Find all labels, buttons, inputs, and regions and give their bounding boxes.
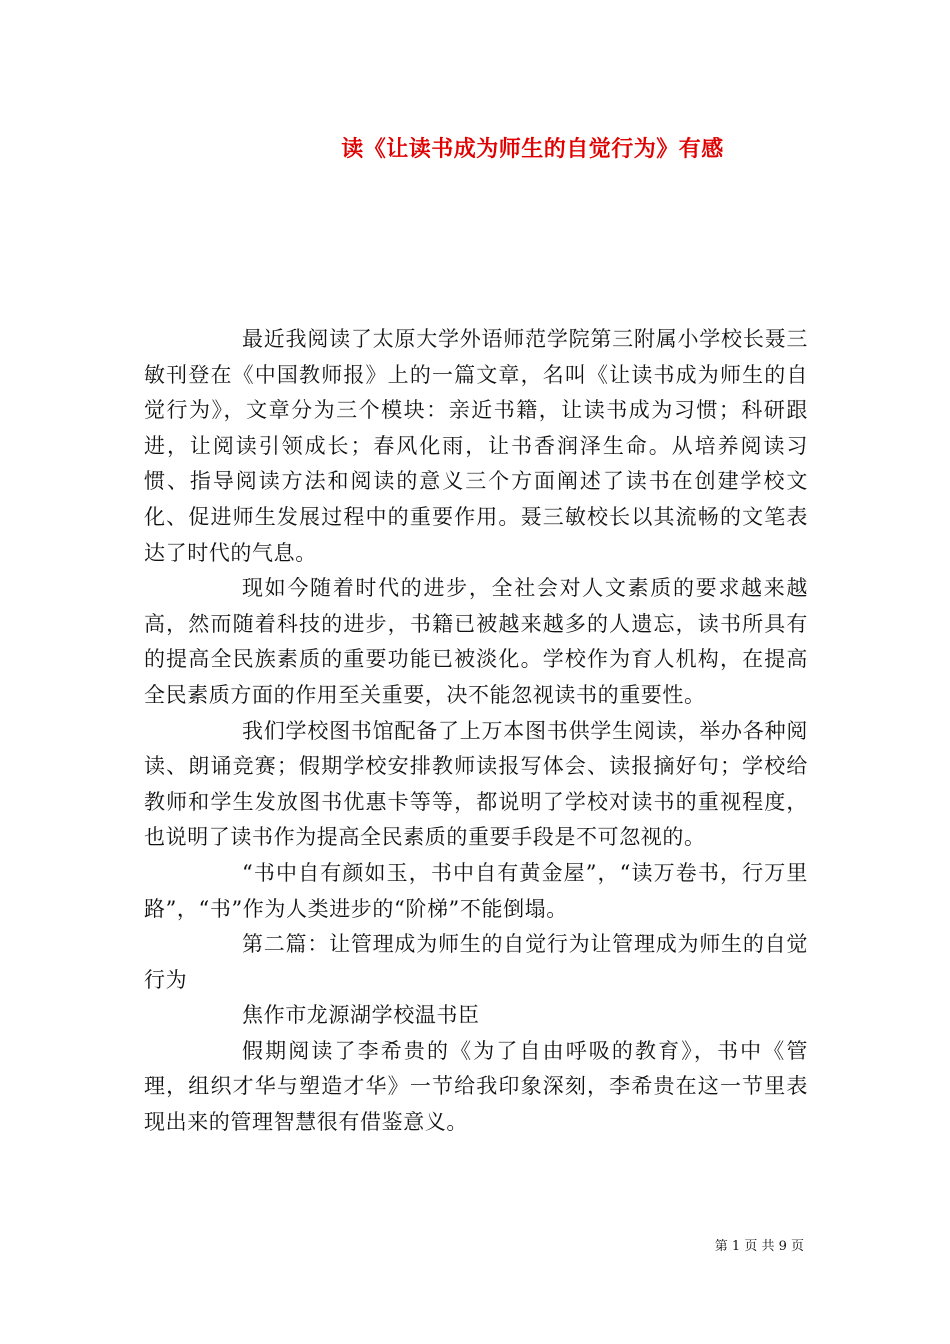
section-heading: 第二篇：让管理成为师生的自觉行为让管理成为师生的自觉行为 [144, 932, 808, 992]
author-line: 焦作市龙源湖学校温书臣 [242, 1003, 480, 1028]
paragraph: “书中自有颜如玉，书中自有黄金屋”，“读万卷书，行万里路”，“书”作为人类进步的“阶梯”不能倒塌。 [144, 860, 808, 921]
document-title [0, 132, 950, 168]
paragraph: 现如今随着时代的进步，全社会对人文素质的要求越来越高，然而随着科技的进步，书籍已被越来越多的人遗忘，读书所具有的提高全民族素质的重要功能已被淡化。学校作为育人机构，在提高全民素质方面的作用至关重要，决不能忽视读书的重要性。 [144, 576, 808, 707]
paragraph: 最近我阅读了太原大学外语师范学院第三附属小学校长聂三敏刊登在《中国教师报》上的一篇文章，名叫《让读书成为师生的自觉行为》，文章分为三个模块：亲近书籍，让读书成为习惯；科研跟进，让阅读引领成长；春风化雨，让书香润泽生命。从培养阅读习惯、指导阅读方法和阅读的意义三个方面阐述了读书在创建学校文化、促进师生发展过程中的重要作用。聂三敏校长以其流畅的文笔表达了时代的气息。 [144, 327, 808, 565]
document-body [144, 322, 808, 1141]
page-number: 第 1 页 共 9 页 [714, 1239, 804, 1254]
document-title-text: 读《让读书成为师生的自觉行为》有感 [341, 137, 724, 162]
paragraph: 我们学校图书馆配备了上万本图书供学生阅读，举办各种阅读、朗诵竞赛；假期学校安排教师读报写体会、读报摘好句；学校给教师和学生发放图书优惠卡等等，都说明了学校对读书的重视程度，也说明了读书作为提高全民素质的重要手段是不可忽视的。 [144, 718, 808, 850]
paragraph: 假期阅读了李希贵的《为了自由呼吸的教育》，书中《管理，组织才华与塑造才华》一节给我印象深刻，李希贵在这一节里表现出来的管理智慧很有借鉴意义。 [144, 1038, 808, 1135]
